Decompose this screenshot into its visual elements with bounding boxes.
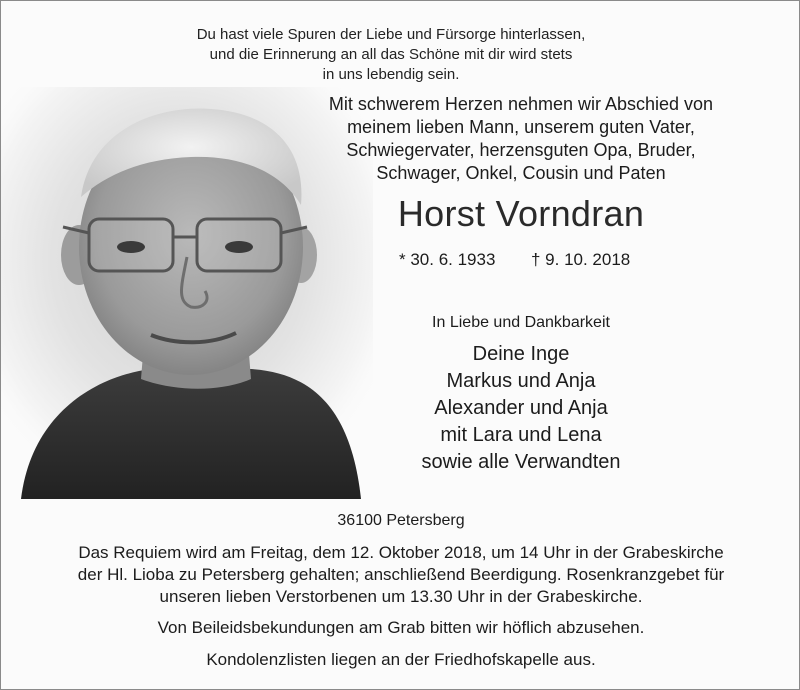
intro-line: Schwiegervater, herzensguten Opa, Bruder, — [346, 140, 696, 160]
family-line: Deine Inge — [472, 343, 570, 365]
family-line: mit Lara und Lena — [440, 424, 602, 446]
family-line: Markus und Anja — [446, 370, 596, 392]
family-line: Alexander und Anja — [434, 397, 608, 419]
intro-line: Mit schwerem Herzen nehmen wir Abschied von — [328, 94, 714, 114]
verse-line: Du hast viele Spuren der Liebe und Fürsorge hinterlassen, — [196, 26, 586, 43]
place-postal: 36100 Petersberg — [337, 512, 465, 529]
requiem-line: Das Requiem wird am Freitag, dem 12. Oktober 2018, um 14 Uhr in der Grabeskirche — [78, 543, 724, 562]
farewell-intro — [321, 93, 721, 185]
condolence-note: Von Beileidsbekundungen am Grab bitten wir höflich abzusehen. — [157, 618, 645, 637]
family-signatures — [371, 341, 671, 476]
requiem-info — [31, 542, 771, 608]
requiem-line: der Hl. Lioba zu Petersberg gehalten; anschließend Beerdigung. Rosenkranzgebet für — [77, 565, 725, 584]
death-date: † 9. 10. 2018 — [531, 250, 631, 269]
condolence-lists-note: Kondolenzlisten liegen an der Friedhofskapelle aus. — [206, 650, 596, 669]
family-line: sowie alle Verwandten — [421, 451, 621, 473]
memorial-verse — [151, 25, 631, 85]
intro-line: meinem lieben Mann, unserem guten Vater, — [347, 117, 695, 137]
verse-line: in uns lebendig sein. — [322, 66, 460, 83]
closing-phrase: In Liebe und Dankbarkeit — [432, 314, 610, 331]
portrait-photo-icon — [1, 87, 373, 499]
deceased-name: Horst Vorndran — [397, 193, 645, 234]
birth-date: * 30. 6. 1933 — [399, 250, 496, 269]
intro-line: Schwager, Onkel, Cousin und Paten — [376, 163, 666, 183]
verse-line: und die Erinnerung an all das Schöne mit dir wird stets — [209, 46, 573, 63]
requiem-line: unseren lieben Verstorbenen um 13.30 Uhr in der Grabeskirche. — [159, 587, 643, 606]
